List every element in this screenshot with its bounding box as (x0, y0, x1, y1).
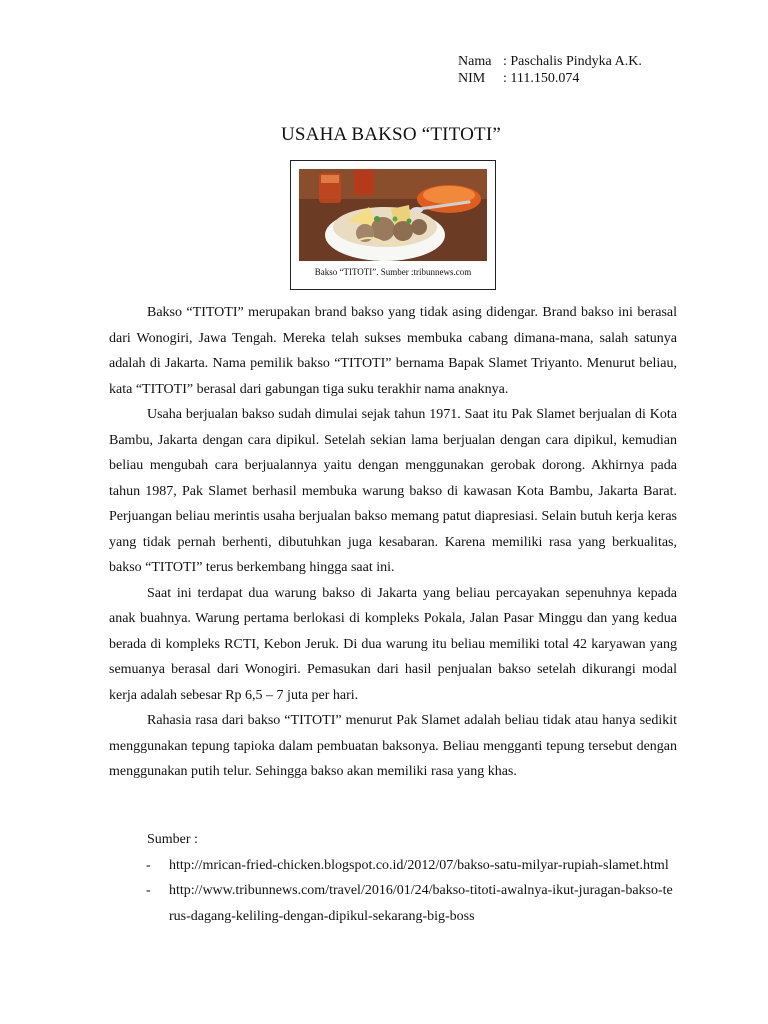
sources-section (109, 827, 677, 929)
source-link[interactable]: http://www.tribunnews.com/travel/2016/01/24/bakso-titoti-awalnya-ikut-juragan-bakso-terus-dagang-keliling-dengan-dipikul-sekarang-big-boss (169, 883, 673, 924)
bullet-dash: - (146, 883, 151, 898)
paragraph: Saat ini terdapat dua warung bakso di Jakarta yang beliau percayakan sepenuhnya kepada anak buahnya. Warung pertama berlokasi di kompleks Pokala, Jalan Pasar Minggu dan yang kedua berada di kompleks RCTI, Kebon Jeruk. Di dua warung itu beliau memiliki total 42 karyawan yang semuanya berasal dari Wonogiri. Pemasukan dari hasil penjualan bakso setelah dikurangi modal kerja adalah sebesar Rp 6,5 – 7 juta per hari. (109, 585, 677, 703)
paragraph: Bakso “TITOTI” merupakan brand bakso yang tidak asing didengar. Brand bakso ini berasal dari Wonogiri, Jawa Tengah. Mereka telah sukses membuka cabang dimana-mana, salah satunya adalah di Jakarta. Nama pemilik bakso “TITOTI” bernama Bapak Slamet Triyanto. Menurut beliau, kata “TITOTI” berasal dari gabungan tiga suku terakhir nama anaknya. (109, 305, 677, 397)
author-header (458, 53, 642, 87)
source-link[interactable]: http://mrican-fried-chicken.blogspot.co.id/2012/07/bakso-satu-milyar-rupiah-slamet.html (169, 857, 669, 873)
bullet-dash: - (146, 857, 151, 873)
article-body (109, 300, 677, 785)
name-label: Nama (458, 54, 492, 69)
paragraph: Rahasia rasa dari bakso “TITOTI” menurut Pak Slamet adalah beliau tidak atau hanya sedikit menggunakan tepung tapioka dalam pembuatan baksonya. Beliau mengganti tepung tersebut dengan menggunakan putih telur. Sehingga bakso akan memiliki rasa yang khas. (109, 713, 677, 779)
nim-value: : 111.150.074 (503, 71, 580, 86)
figure-caption: Bakso “TITOTI”. Sumber :tribunnews.com (314, 267, 472, 277)
source-item[interactable] (109, 878, 677, 929)
nim-label: NIM (458, 71, 486, 86)
bakso-figure (290, 160, 496, 290)
bakso-photo (299, 169, 487, 261)
document-title: USAHA BAKSO “TITOTI” (280, 124, 502, 145)
nim-row (458, 70, 642, 87)
sources-heading: Sumber : (147, 832, 198, 847)
name-value: : Paschalis Pindyka A.K. (503, 54, 642, 69)
paragraph: Usaha berjualan bakso sudah dimulai sejak tahun 1971. Saat itu Pak Slamet berjualan di Kota Bambu, Jakarta dengan cara dipikul. Setelah sekian lama berjualan dengan cara dipikul, kemudian beliau mengubah cara berjualannya yaitu dengan menggunakan gerobak dorong. Akhirnya pada tahun 1987, Pak Slamet berhasil membuka warung bakso di kawasan Kota Bambu, Jakarta Barat. Perjuangan beliau merintis usaha berjualan bakso memang patut diapresiasi. Selain butuh kerja keras yang tidak pernah berhenti, dibutuhkan juga kesabaran. Karena memiliki rasa yang berkualitas, bakso “TITOTI” terus berkembang hingga saat ini. (109, 407, 677, 575)
source-item[interactable] (109, 853, 677, 879)
sources-list (109, 853, 677, 930)
name-row (458, 53, 642, 70)
